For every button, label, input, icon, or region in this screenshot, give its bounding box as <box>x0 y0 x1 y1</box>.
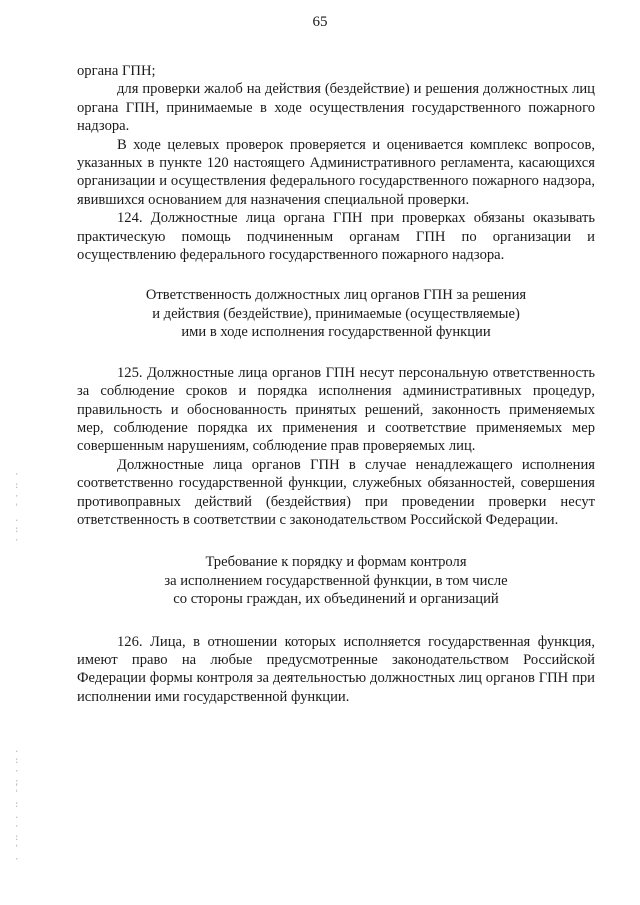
paragraph: органа ГПН; <box>77 63 156 79</box>
paragraph: для проверки жалоб на действия (бездействие) и решения должностных лиц органа ГПН, принимаемые в ходе осуществления государственного пожарного надзора. <box>77 81 595 135</box>
scan-artifact: . : · ; ' : . · : ' · <box>14 745 20 865</box>
paragraph: Должностные лица органов ГПН в случае ненадлежащего исполнения соответственно государственной функции, служебных обязанностей, совершения противоправных действий (бездействия) при проведении проверки несут ответственность в соответствии с законодательством Российской Федерации. <box>77 456 595 528</box>
paragraph: 124. Должностные лица органа ГПН при проверках обязаны оказывать практическую помощь подчиненным органам ГПН по организации и осуществлению федерального государственного пожарного надзора. <box>77 210 595 264</box>
section-heading <box>77 553 595 608</box>
heading-line: со стороны граждан, их объединений и организаций <box>173 591 499 608</box>
paragraph: 126. Лица, в отношении которых исполняется государственная функция, имеют право на любые предусмотренные законодательством Российской Федерации формы контроля за деятельностью должностных лиц органов ГПН при исполнении ими государственной функции. <box>77 633 595 705</box>
heading-line: Требование к порядку и формам контроля <box>205 554 467 571</box>
heading-line: за исполнением государственной функции, в том числе <box>164 572 508 589</box>
heading-line: ими в ходе исполнения государственной функции <box>181 324 491 341</box>
scan-artifact: · : · ' . : · <box>14 470 20 546</box>
heading-line: Ответственность должностных лиц органов ГПН за решения <box>145 287 527 304</box>
section-heading <box>77 286 595 341</box>
page-number: 65 <box>312 14 328 30</box>
paragraph: 125. Должностные лица органов ГПН несут персональную ответственность за соблюдение сроков и порядка исполнения административных процедур, правильность и обоснованность принятых решений, законность применяемых мер, соблюдение порядка их применения и соответствие применяемых мер совершенным нарушениям, соблюдение прав проверяемых лиц. <box>77 364 595 455</box>
document-body <box>77 62 595 706</box>
heading-line: и действия (бездействие), принимаемые (осуществляемые) <box>152 305 520 322</box>
paragraph: В ходе целевых проверок проверяется и оценивается комплекс вопросов, указанных в пункте 120 настоящего Административного регламента, касающихся организации и осуществления федерального государственного пожарного надзора, явившихся основанием для назначения специальной проверки. <box>77 136 595 208</box>
